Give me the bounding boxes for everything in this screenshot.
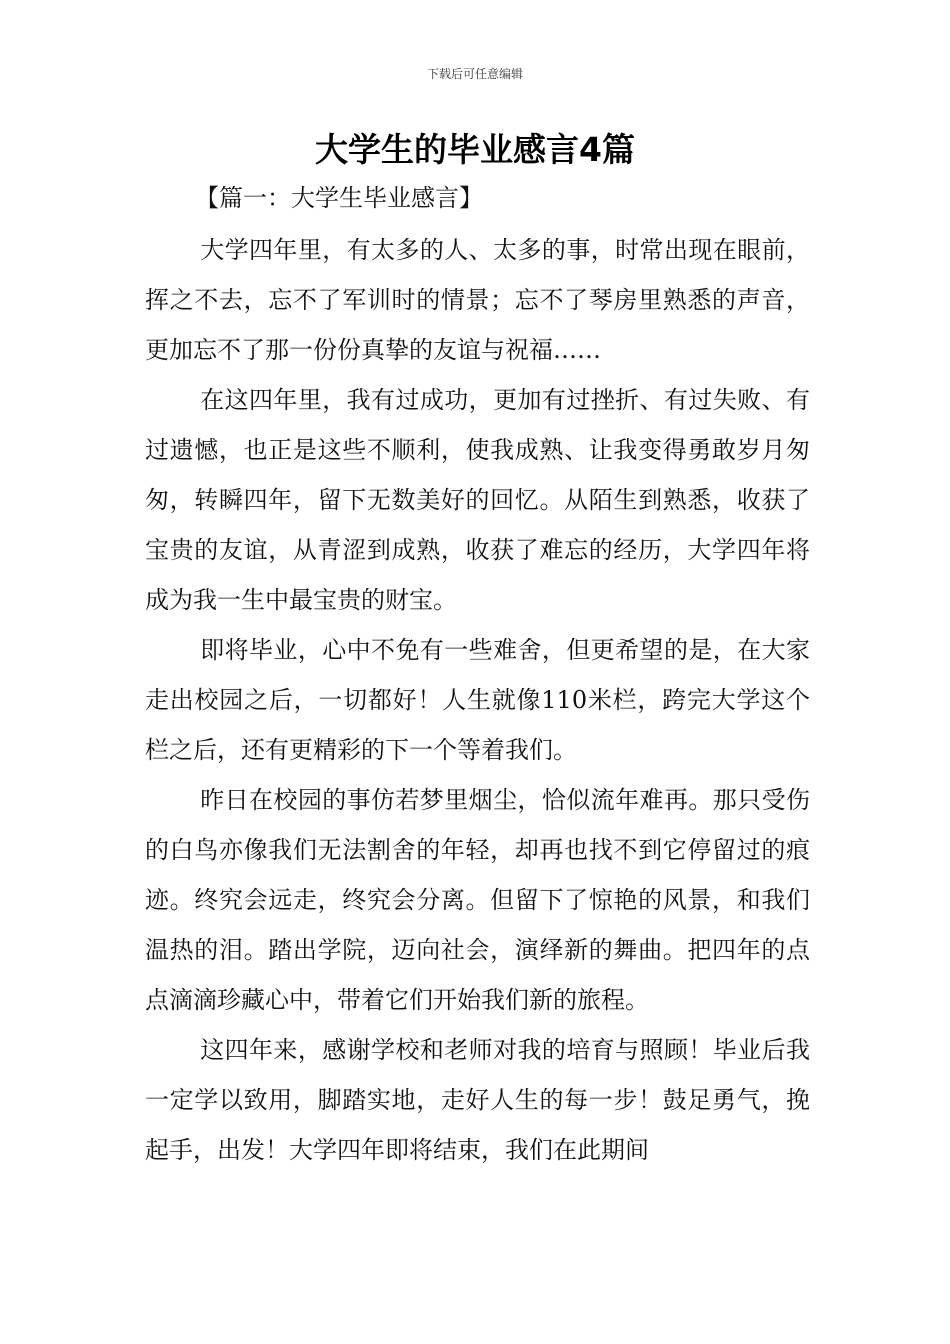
document-body: [145, 225, 810, 1175]
paragraph-1: 大学四年里，有太多的人、太多的事，时常出现在眼前，挥之不去，忘不了军训时的情景；忘不了琴房里熟悉的声音，更加忘不了那一份份真挚的友谊与祝福……: [145, 236, 810, 364]
paragraph-5: 这四年来，感谢学校和老师对我的培育与照顾！毕业后我一定学以致用，脚踏实地，走好人生的每一步！鼓足勇气，挽起手，出发！大学四年即将结束，我们在此期间: [145, 1036, 810, 1164]
paragraph-2: 在这四年里，我有过成功，更加有过挫折、有过失败、有过遗憾，也正是这些不顺利，使我成熟、让我变得勇敢岁月匆匆，转瞬四年，留下无数美好的回忆。从陌生到熟悉，收获了宝贵的友谊，从青涩到成熟，收获了难忘的经历，大学四年将成为我一生中最宝贵的财宝。: [145, 386, 810, 614]
document-title: 大学生的毕业感言4篇: [315, 130, 635, 169]
paragraph-4: 昨日在校园的事仿若梦里烟尘，恰似流年难再。那只受伤的白鸟亦像我们无法割舍的年轻，却再也找不到它停留过的痕迹。终究会远走，终究会分离。但留下了惊艳的风景，和我们温热的泪。踏出学院，迈向社会，演绎新的舞曲。把四年的点点滴滴珍藏心中，带着它们开始我们新的旅程。: [145, 786, 810, 1014]
section-heading: 【篇一：大学生毕业感言】: [195, 184, 483, 212]
header-note: 下载后可任意编辑: [426, 67, 523, 81]
paragraph-3: 即将毕业，心中不免有一些难舍，但更希望的是，在大家走出校园之后，一切都好！人生就像110米栏，跨完大学这个栏之后，还有更精彩的下一个等着我们。: [145, 636, 810, 764]
